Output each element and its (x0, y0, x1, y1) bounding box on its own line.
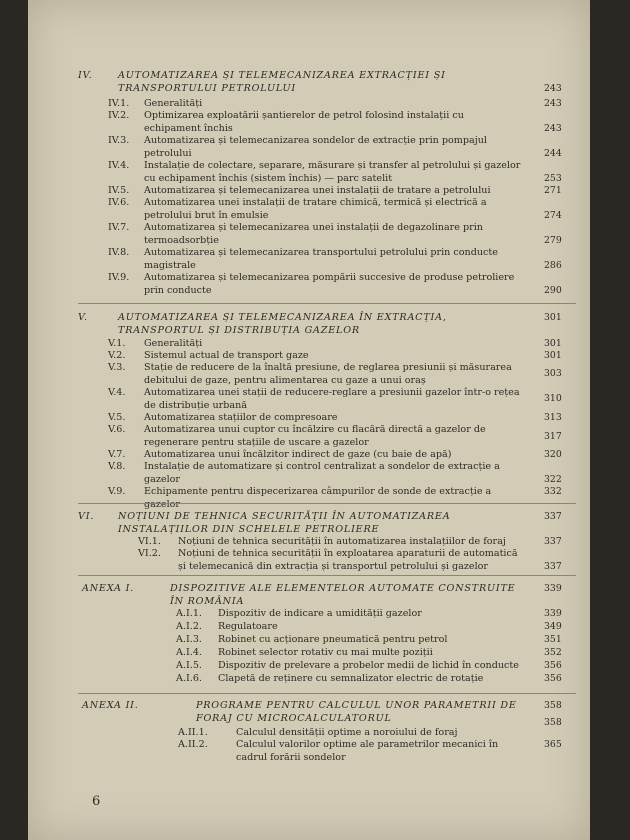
item-number: IV.6. (108, 197, 130, 208)
item-title: Generalități (144, 98, 203, 109)
item-page: 286 (544, 259, 562, 271)
item-page: 351 (544, 634, 562, 645)
chapter-page: 243 (544, 82, 562, 94)
item-number: A.I.6. (176, 673, 202, 684)
divider (78, 303, 576, 304)
divider (78, 503, 576, 504)
item-page: 322 (544, 473, 562, 485)
chapter-number: V. (78, 312, 88, 323)
item-page: 271 (544, 185, 562, 196)
chapter-title: AUTOMATIZAREA ȘI TELEMECANIZAREA EXTRACȚIEI ȘI TRANSPORTULUI PETROLULUI (118, 70, 446, 94)
item-number: A.I.5. (176, 660, 202, 671)
item-title: Generalități (144, 338, 203, 349)
item-number: IV.3. (108, 135, 130, 146)
chapter-page: 339 (544, 583, 562, 594)
item-page: 243 (544, 122, 562, 134)
item-number: IV.9. (108, 272, 130, 283)
item-page: 244 (544, 147, 562, 159)
chapter-number: VI. (78, 511, 95, 522)
item-number: V.8. (108, 461, 126, 472)
item-number: IV.8. (108, 247, 130, 258)
chapter-page: 358 (544, 700, 562, 711)
item-page: 290 (544, 284, 562, 296)
chapter-title: AUTOMATIZAREA ȘI TELEMECANIZAREA ÎN EXTRACȚIA, TRANSPORTUL ȘI DISTRIBUȚIA GAZELOR (118, 312, 447, 336)
item-page: 332 (544, 486, 562, 497)
item-title: Sistemul actual de transport gaze (144, 350, 309, 361)
chapter-title: NOȚIUNI DE TEHNICA SECURITĂȚII ÎN AUTOMATIZAREA INSTALAȚIILOR DIN SCHELELE PETROLIERE (118, 511, 451, 535)
item-number: A.I.1. (176, 608, 202, 619)
item-title: Clapetă de reținere cu semnalizator electric de rotație (218, 673, 484, 684)
item-title: Noțiuni de tehnica securității în automatizarea instalațiilor de foraj (178, 536, 506, 547)
item-number: A.I.3. (176, 634, 202, 645)
item-page: 337 (544, 560, 562, 572)
item-page: 339 (544, 608, 562, 619)
item-title: Automatizarea stațiilor de compresoare (144, 412, 338, 423)
item-title: Instalație de colectare, separare, măsurare și transfer al petrolului și gazelor cu echipament închis (sistem închis) — parc satelit (144, 160, 521, 184)
item-title: Automatizarea unui încălzitor indirect de gaze (cu baie de apă) (144, 449, 452, 460)
item-title: Instalație de automatizare și control centralizat a sondelor de extracție a gazelor (144, 461, 500, 485)
item-number: V.2. (108, 350, 126, 361)
chapter-page: 337 (544, 511, 562, 522)
item-page: 310 (544, 393, 562, 404)
item-number: IV.7. (108, 222, 130, 233)
item-page: 356 (544, 673, 562, 684)
item-title: Automatizarea și telemecanizarea sondelor de extracție prin pompajul petrolului (144, 135, 487, 159)
item-title: Noțiuni de tehnica securității în exploatarea aparaturii de automatică și telemecanică din extracția și transportul petrolului și gazelor (178, 548, 518, 572)
item-page: 301 (544, 338, 562, 349)
item-title: Regulatoare (218, 621, 278, 632)
item-title: Dispozitiv de indicare a umidității gazelor (218, 608, 422, 619)
item-title: Optimizarea exploatării șantierelor de petrol folosind instalații cu echipament închis (144, 110, 464, 134)
item-number: V.9. (108, 486, 126, 497)
item-page: 320 (544, 449, 562, 460)
page-number: 6 (92, 794, 101, 809)
item-page: 313 (544, 412, 562, 423)
item-number: A.II.1. (178, 727, 208, 738)
item-page: 301 (544, 350, 562, 361)
item-number: IV.1. (108, 98, 130, 109)
item-title: Robinet selector rotativ cu mai multe poziții (218, 647, 433, 658)
item-title: Stație de reducere de la înaltă presiune, de reglarea presiunii și măsurarea debitului de gaze, pentru alimentarea cu gaze a unui oraș (144, 362, 512, 386)
divider (78, 575, 576, 576)
item-title: Automatizarea și telemecanizarea pompării succesive de produse petroliere prin conducte (144, 272, 515, 296)
item-number: V.7. (108, 449, 126, 460)
item-title: Echipamente pentru dispecerizarea câmpurilor de sonde de extracție a gazelor (144, 486, 492, 510)
item-number: V.5. (108, 412, 126, 423)
item-title: Automatizarea și telemecanizarea transportului petrolului prin conducte magistrale (144, 247, 498, 271)
item-page: 358 (544, 717, 562, 728)
item-title: Automatizarea și telemecanizarea unei instalații de degazolinare prin termoadsorbție (144, 222, 483, 246)
item-title: Automatizarea unui cuptor cu încălzire cu flacără directă a gazelor de regenerare pentru stațiile de uscare a gazelor (144, 424, 486, 448)
item-title: Automatizarea unei instalații de tratare chimică, termică și electrică a petrolului brut în emulsie (144, 197, 487, 221)
item-title: Dispozitiv de prelevare a probelor medii de lichid în conducte (218, 660, 519, 671)
item-page: 274 (544, 209, 562, 221)
table-of-contents (28, 0, 590, 840)
item-title: Automatizarea unei stații de reducere-reglare a presiunii gazelor într-o rețea de distribuție urbană (144, 387, 520, 411)
item-number: IV.4. (108, 160, 130, 171)
chapter-number: ANEXA I. (82, 583, 135, 594)
item-page: 243 (544, 98, 562, 109)
item-page: 253 (544, 172, 562, 184)
chapter-title: DISPOZITIVE ALE ELEMENTELOR AUTOMATE CONSTRUITE ÎN ROMÂNIA (170, 583, 516, 607)
chapter-title: PROGRAME PENTRU CALCULUL UNOR PARAMETRII DE FORAJ CU MICROCALCULATORUL (196, 700, 517, 724)
item-title: Robinet cu acționare pneumatică pentru petrol (218, 634, 448, 645)
item-page: 303 (544, 368, 562, 379)
item-number: IV.5. (108, 185, 130, 196)
item-page: 337 (544, 536, 562, 547)
item-title: Calculul densității optime a noroiului de foraj (236, 727, 458, 738)
item-number: V.3. (108, 362, 126, 373)
item-page: 356 (544, 660, 562, 671)
item-page: 365 (544, 739, 562, 750)
item-page: 279 (544, 234, 562, 246)
item-number: V.6. (108, 424, 126, 435)
item-number: V.1. (108, 338, 126, 349)
item-number: A.I.4. (176, 647, 202, 658)
item-number: VI.2. (138, 548, 161, 559)
item-number: VI.1. (138, 536, 161, 547)
divider (78, 693, 576, 694)
item-number: V.4. (108, 387, 126, 398)
item-page: 349 (544, 621, 562, 632)
book-page (28, 0, 590, 840)
item-number: IV.2. (108, 110, 130, 121)
chapter-number: ANEXA II. (82, 700, 139, 711)
item-page: 352 (544, 647, 562, 658)
chapter-page: 301 (544, 312, 562, 323)
item-title: Automatizarea și telemecanizarea unei instalații de tratare a petrolului (144, 185, 491, 196)
item-number: A.I.2. (176, 621, 202, 632)
item-number: A.II.2. (178, 739, 208, 750)
chapter-number: IV. (78, 70, 93, 81)
item-page: 317 (544, 431, 562, 442)
item-title: Calculul valorilor optime ale parametrilor mecanici în cadrul forării sondelor (236, 739, 499, 763)
